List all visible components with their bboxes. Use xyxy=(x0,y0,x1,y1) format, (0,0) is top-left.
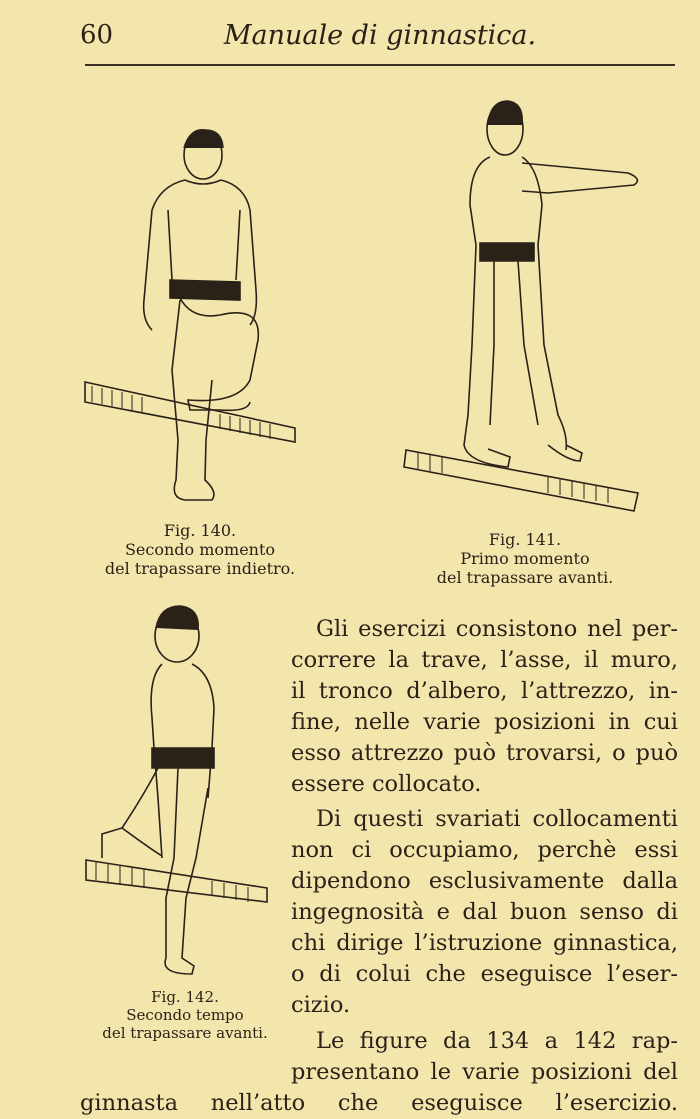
paragraph-line: fine, nelle varie posizioni in cui xyxy=(291,709,678,735)
paragraph-line: presentano le varie posizioni del xyxy=(291,1059,678,1085)
paragraph-line: o di colui che eseguisce l’eser- xyxy=(291,961,678,987)
running-title: Manuale di ginnastica. xyxy=(223,20,537,51)
paragraph-line: essere collocato. xyxy=(291,771,482,797)
page-number: 60 xyxy=(80,20,114,50)
figure-141-caption-line2: del trapassare avanti. xyxy=(436,568,614,587)
paragraph-line: il tronco d’albero, l’attrezzo, in- xyxy=(291,678,678,704)
paragraph-line: Gli esercizi consistono nel per- xyxy=(316,616,678,642)
figure-142-number: Fig. 142. xyxy=(151,988,219,1006)
paragraph-line: Di questi svariati collocamenti xyxy=(316,806,678,832)
paragraph-line: Le figure da 134 a 142 rap- xyxy=(316,1028,678,1054)
figure-140-caption-line1: Secondo momento xyxy=(124,540,276,559)
figure-141-number: Fig. 141. xyxy=(488,530,562,549)
paragraph-line: ginnasta nell’atto che eseguisce l’esercizio. xyxy=(80,1090,678,1116)
paragraph-line: esso attrezzo può trovarsi, o può xyxy=(291,740,678,766)
paragraph-line: correre la trave, l’asse, il muro, xyxy=(291,647,678,673)
figure-141-caption-line1: Primo momento xyxy=(460,549,590,568)
paragraph-line: dipendono esclusivamente dalla xyxy=(291,868,678,894)
paragraph-line: non ci occupiamo, perchè essi xyxy=(291,837,678,863)
paragraph-line: chi dirige l’istruzione ginnastica, xyxy=(291,930,678,956)
paragraph-line: cizio. xyxy=(291,992,351,1018)
figure-142-caption-line1: Secondo tempo xyxy=(126,1006,244,1024)
figure-142-caption-line2: del trapassare avanti. xyxy=(102,1024,268,1042)
paragraph-line: ingegnosità e dal buon senso di xyxy=(291,899,678,925)
figure-140-number: Fig. 140. xyxy=(163,521,237,540)
figure-140-caption-line2: del trapassare indietro. xyxy=(104,559,296,578)
